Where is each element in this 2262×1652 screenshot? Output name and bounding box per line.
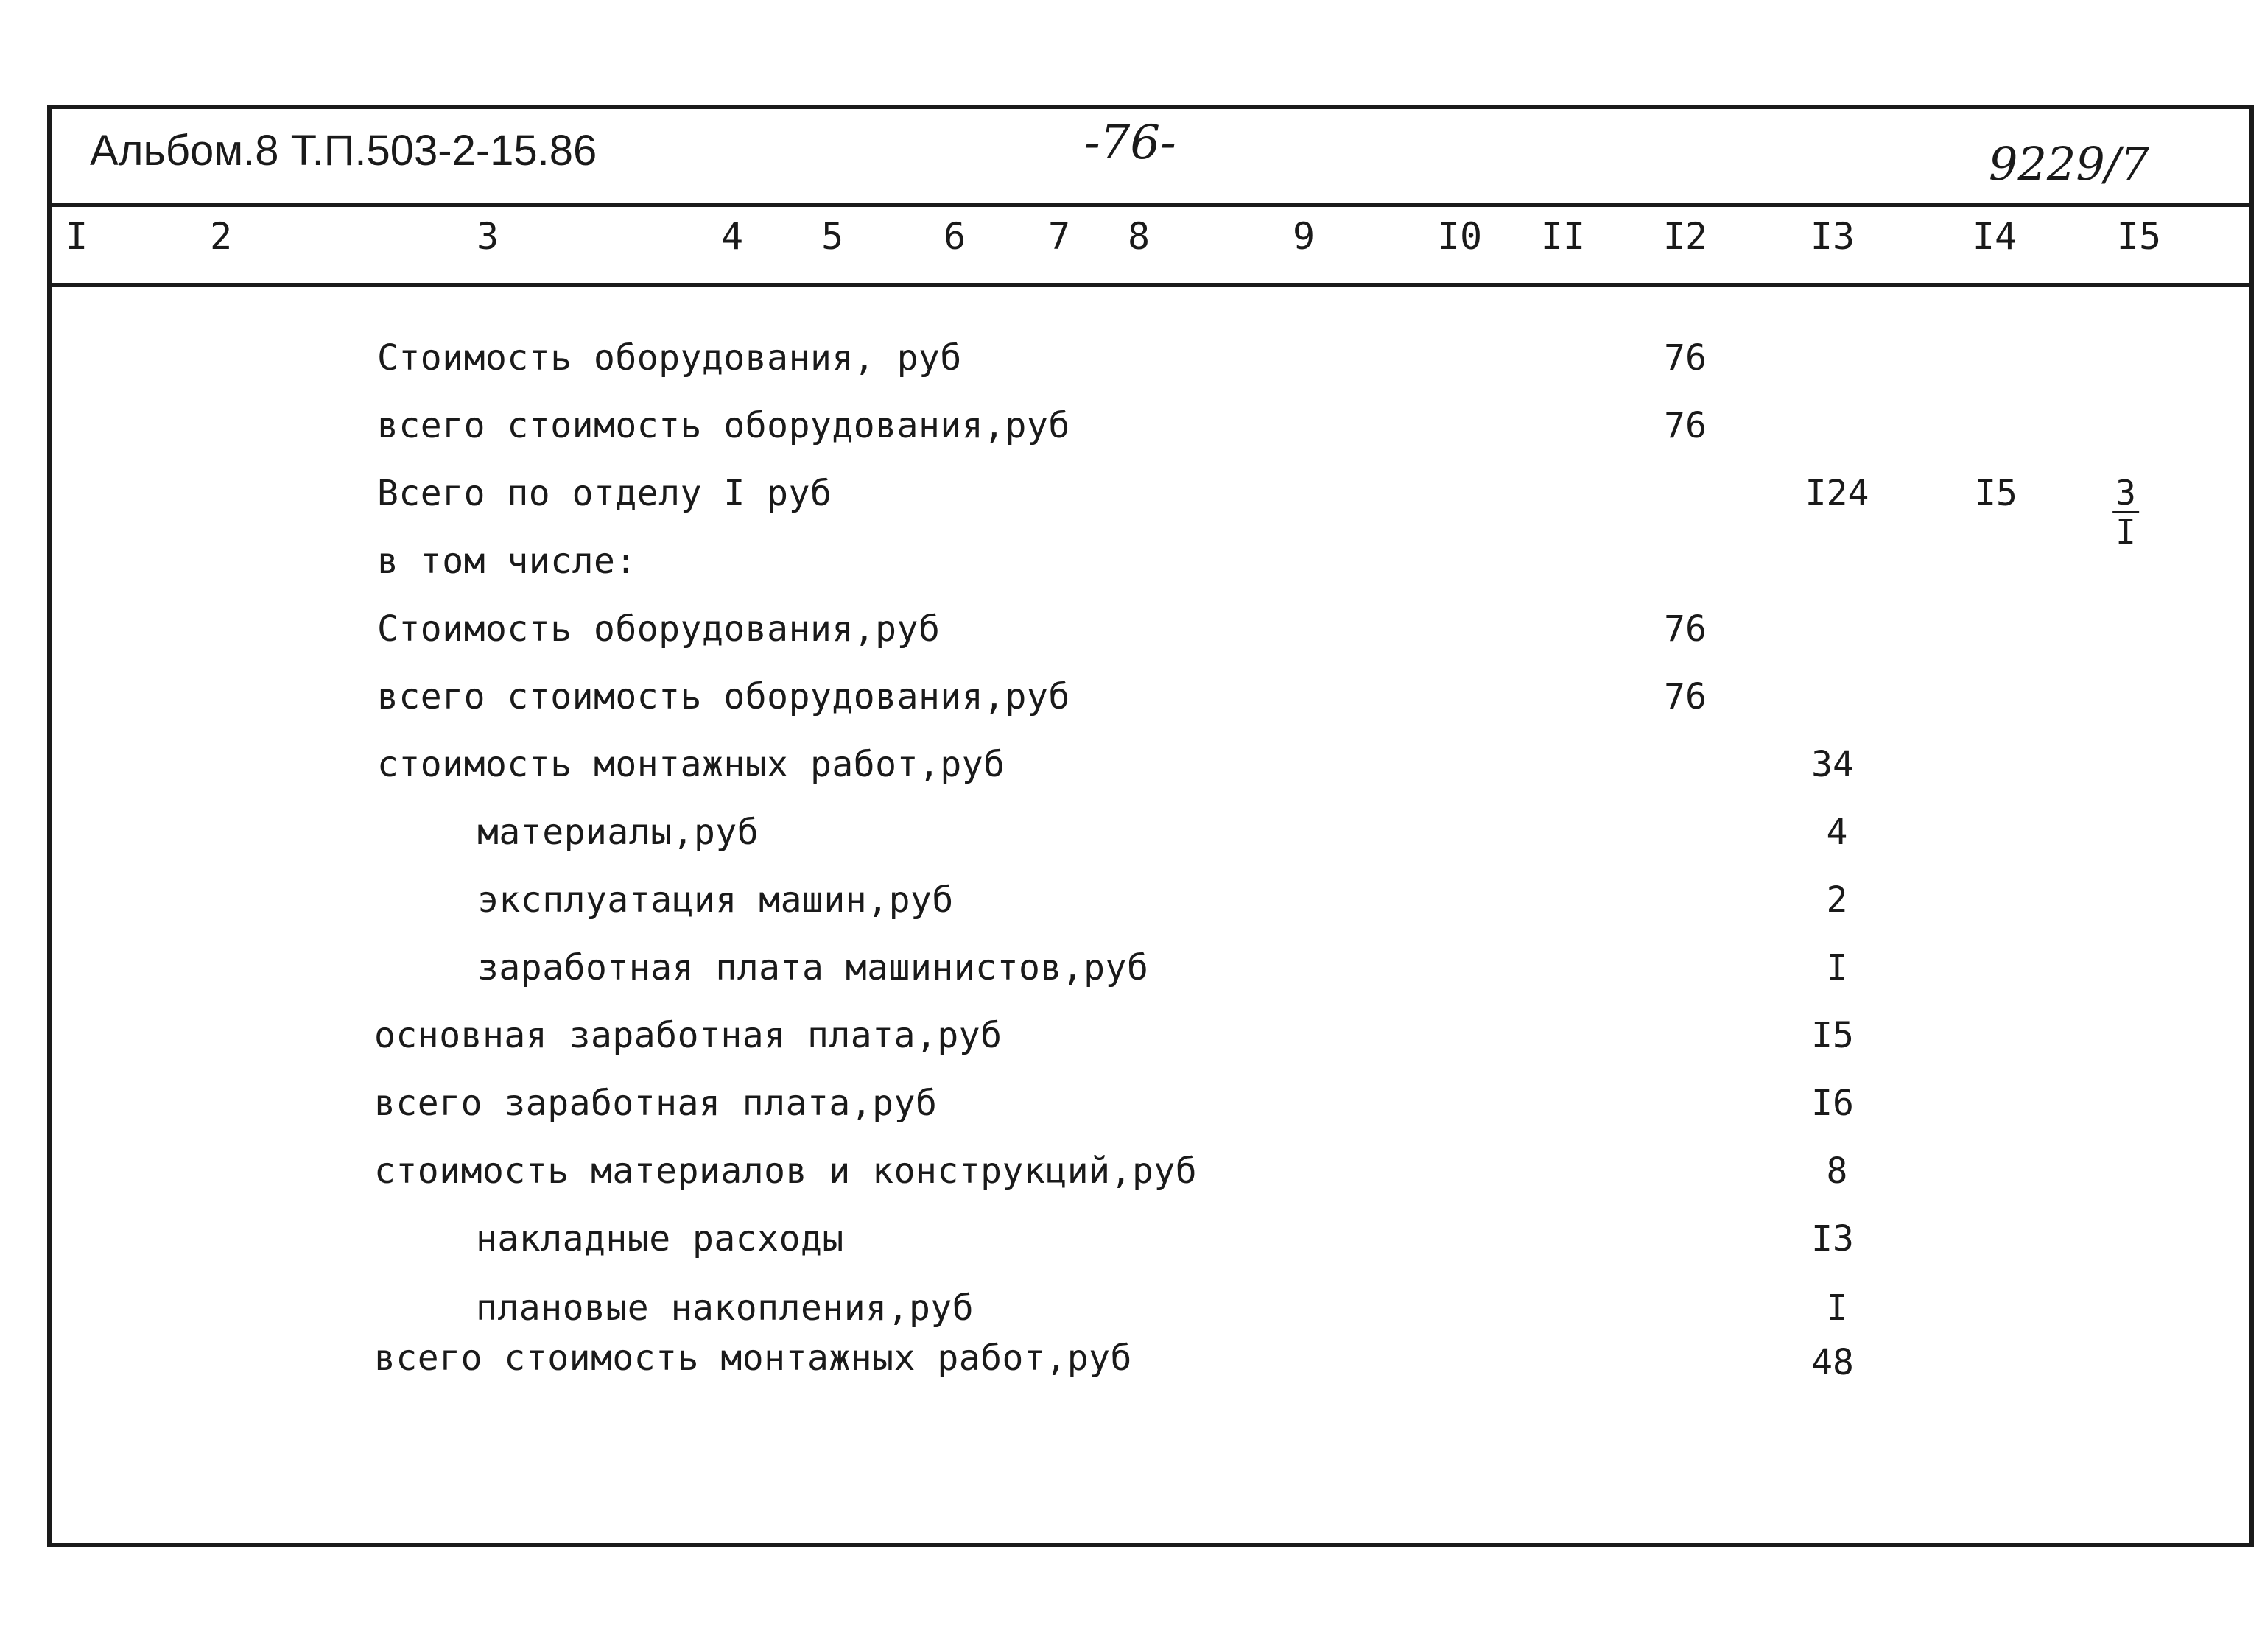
row-label: Всего по отделу I руб: [377, 473, 832, 514]
col13-value: 8: [1826, 1150, 1848, 1192]
column-number: I0: [1437, 215, 1483, 258]
column-number: I5: [2116, 215, 2162, 258]
column-number: 5: [821, 215, 844, 258]
column-number: 4: [720, 215, 744, 258]
col13-value: 48: [1811, 1342, 1854, 1383]
document-code: 9229/7: [1989, 137, 2150, 191]
row-label: основная заработная плата,руб: [374, 1015, 1002, 1056]
col15-bottom: I: [2115, 512, 2136, 552]
table-row: [0, 676, 2262, 738]
col13-value: I: [1826, 947, 1848, 988]
table-row: [0, 608, 2262, 670]
table-row: [0, 1150, 2262, 1212]
table-row: [0, 405, 2262, 467]
col13-value: I: [1826, 1287, 1848, 1329]
table-row: [0, 541, 2262, 602]
row-label: накладные расходы: [476, 1218, 844, 1259]
column-number: I4: [1972, 215, 2017, 258]
col13-value: I24: [1805, 473, 1869, 514]
table-row: [0, 1083, 2262, 1145]
col13-value: 2: [1826, 879, 1848, 921]
column-number: 3: [476, 215, 499, 258]
album-reference: Альбом.8 Т.П.503-2-15.86: [90, 127, 597, 175]
table-row: [0, 1340, 2262, 1399]
row-label: эксплуатация машин,руб: [477, 879, 954, 921]
row-label: материалы,руб: [477, 812, 759, 853]
row-label: в том числе:: [377, 541, 637, 582]
column-number: 7: [1047, 215, 1071, 258]
col12-value: 76: [1664, 337, 1707, 379]
row-label: всего заработная плата,руб: [374, 1083, 938, 1124]
col14-value: I5: [1975, 473, 2017, 514]
header-divider: [47, 203, 2254, 207]
table-row: [0, 337, 2262, 399]
table-row: [0, 473, 2262, 552]
column-number: II: [1540, 215, 1586, 258]
row-label: всего стоимость оборудования,руб: [377, 405, 1070, 446]
column-number: 9: [1292, 215, 1316, 258]
column-number: I: [65, 215, 88, 258]
column-number: I2: [1662, 215, 1708, 258]
col12-value: 76: [1664, 405, 1707, 446]
col12-value: 76: [1664, 676, 1707, 717]
table-row: [0, 947, 2262, 1009]
row-label: всего стоимость монтажных работ,руб: [374, 1338, 1132, 1379]
col13-value: I3: [1811, 1218, 1854, 1259]
column-number: 8: [1127, 215, 1151, 258]
row-label: плановые накопления,руб: [476, 1287, 974, 1329]
table-row: [0, 1015, 2262, 1077]
col13-value: 34: [1811, 744, 1854, 785]
col13-value: I6: [1811, 1083, 1854, 1124]
table-row: [0, 812, 2262, 874]
table-row: [0, 1218, 2262, 1280]
column-number: 6: [943, 215, 966, 258]
table-row: [0, 744, 2262, 806]
col15-fraction: [2112, 473, 2139, 552]
col13-value: I5: [1811, 1015, 1854, 1056]
row-label: всего стоимость оборудования,руб: [377, 676, 1070, 717]
page-number: -76-: [1084, 116, 1176, 170]
table-row: [0, 879, 2262, 941]
row-label: стоимость материалов и конструкций,руб: [374, 1150, 1198, 1192]
col15-top: 3: [2112, 476, 2139, 513]
row-label: Стоимость оборудования, руб: [377, 337, 962, 379]
row-label: заработная плата машинистов,руб: [477, 947, 1149, 988]
column-number: I3: [1810, 215, 1855, 258]
col12-value: 76: [1664, 608, 1707, 650]
col13-value: 4: [1826, 812, 1848, 853]
row-label: стоимость монтажных работ,руб: [377, 744, 1005, 785]
row-label: Стоимость оборудования,руб: [377, 608, 941, 650]
column-header-divider: [47, 283, 2254, 287]
column-number: 2: [209, 215, 233, 258]
